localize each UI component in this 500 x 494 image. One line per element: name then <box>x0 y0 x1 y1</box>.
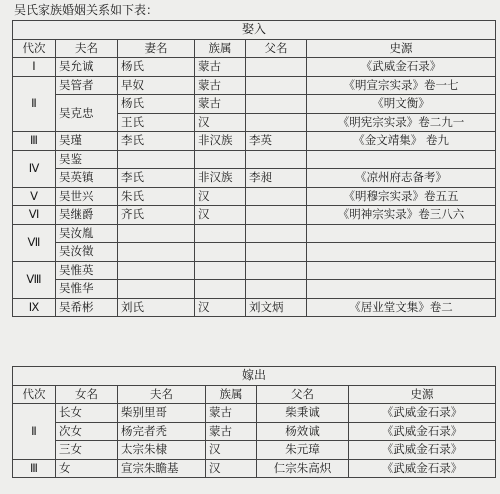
cell-source: 《明文衡》 <box>307 95 496 114</box>
cell-ethnicity <box>195 224 246 243</box>
cell-husband: 太宗朱棣 <box>118 441 206 460</box>
cell-husband: 吴惟华 <box>56 280 118 299</box>
cell-wife <box>118 224 195 243</box>
table-row <box>13 422 496 441</box>
cell-father: 李昶 <box>246 169 307 188</box>
cell-husband: 吴希彬 <box>56 298 118 317</box>
cell-source: 《居业堂文集》卷二 <box>307 298 496 317</box>
cell-father <box>246 206 307 225</box>
cell-ethnicity: 汉 <box>206 441 257 460</box>
header-cell: 妻名 <box>118 39 195 58</box>
section-title-row <box>13 367 496 386</box>
cell-daughter: 次女 <box>56 422 118 441</box>
cell-husband: 吴继爵 <box>56 206 118 225</box>
cell-husband: 吴英镇 <box>56 169 118 188</box>
cell-source: 《凉州府志备考》 <box>307 169 496 188</box>
cell-husband: 吴瑾 <box>56 132 118 151</box>
table-row <box>13 187 496 206</box>
header-cell: 女名 <box>56 385 118 404</box>
cell-husband: 宣宗朱瞻基 <box>118 459 206 478</box>
cell-father <box>246 224 307 243</box>
cell-source: 《金文靖集》 卷九 <box>307 132 496 151</box>
cell-wife: 齐氏 <box>118 206 195 225</box>
cell-gen: Ⅵ <box>13 206 56 225</box>
cell-source <box>307 150 496 169</box>
cell-father <box>246 150 307 169</box>
cell-father <box>246 280 307 299</box>
cell-husband: 吴汝徵 <box>56 243 118 262</box>
section-title: 嫁出 <box>13 367 496 386</box>
cell-source: 《武威金石录》 <box>349 459 496 478</box>
cell-husband: 柴别里哥 <box>118 404 206 423</box>
header-cell: 族属 <box>206 385 257 404</box>
header-cell: 族属 <box>195 39 246 58</box>
header-cell: 父名 <box>257 385 349 404</box>
cell-wife: 王氏 <box>118 113 195 132</box>
table-row <box>13 58 496 77</box>
cell-source: 《明宣宗实录》卷一七 <box>307 76 496 95</box>
cell-ethnicity: 蒙古 <box>206 404 257 423</box>
cell-father <box>246 58 307 77</box>
cell-source <box>307 261 496 280</box>
cell-wife: 杨氏 <box>118 58 195 77</box>
cell-husband: 杨完者秃 <box>118 422 206 441</box>
cell-ethnicity <box>195 150 246 169</box>
cell-source: 《明穆宗实录》卷五五 <box>307 187 496 206</box>
cell-gen: Ⅶ <box>13 224 56 261</box>
cell-gen: Ⅲ <box>13 459 56 478</box>
cell-gen: Ⅰ <box>13 58 56 77</box>
marry-in-table <box>12 20 496 317</box>
header-cell: 代次 <box>13 39 56 58</box>
cell-ethnicity: 汉 <box>195 298 246 317</box>
cell-father <box>246 187 307 206</box>
cell-father <box>246 95 307 114</box>
cell-father <box>246 113 307 132</box>
cell-daughter: 长女 <box>56 404 118 423</box>
cell-wife <box>118 243 195 262</box>
table-row <box>13 224 496 243</box>
cell-gen: Ⅷ <box>13 261 56 298</box>
cell-wife <box>118 280 195 299</box>
cell-ethnicity: 蒙古 <box>195 58 246 77</box>
cell-father <box>246 243 307 262</box>
cell-daughter: 三女 <box>56 441 118 460</box>
cell-father: 仁宗朱高炽 <box>257 459 349 478</box>
cell-source: 《武威金石录》 <box>349 441 496 460</box>
cell-ethnicity: 非汉族 <box>195 132 246 151</box>
cell-wife: 杨氏 <box>118 95 195 114</box>
header-cell: 夫名 <box>118 385 206 404</box>
section-title: 娶入 <box>13 21 496 40</box>
cell-husband: 吴克忠 <box>56 95 118 132</box>
table-row <box>13 298 496 317</box>
cell-source <box>307 280 496 299</box>
table-row <box>13 95 496 114</box>
cell-wife <box>118 261 195 280</box>
caption: 吴氏家族婚姻关系如下表： <box>14 3 159 17</box>
cell-father <box>246 76 307 95</box>
cell-father <box>246 261 307 280</box>
table-row <box>13 243 496 262</box>
table-row <box>13 261 496 280</box>
section-title-row <box>13 21 496 40</box>
cell-wife: 李氏 <box>118 132 195 151</box>
cell-ethnicity: 汉 <box>206 459 257 478</box>
cell-wife: 朱氏 <box>118 187 195 206</box>
cell-source <box>307 243 496 262</box>
cell-gen: Ⅱ <box>13 404 56 460</box>
header-cell: 代次 <box>13 385 56 404</box>
marry-out-table <box>12 366 496 478</box>
table-row <box>13 169 496 188</box>
cell-ethnicity: 汉 <box>195 206 246 225</box>
cell-father: 刘文炳 <box>246 298 307 317</box>
cell-husband: 吴允诚 <box>56 58 118 77</box>
cell-source: 《武威金石录》 <box>307 58 496 77</box>
cell-ethnicity <box>195 243 246 262</box>
cell-wife: 李氏 <box>118 169 195 188</box>
cell-ethnicity: 汉 <box>195 187 246 206</box>
header-cell: 父名 <box>246 39 307 58</box>
cell-father: 柴秉诚 <box>257 404 349 423</box>
cell-ethnicity: 蒙古 <box>206 422 257 441</box>
cell-source: 《武威金石录》 <box>349 404 496 423</box>
table-row <box>13 404 496 423</box>
cell-husband: 吴世兴 <box>56 187 118 206</box>
cell-father: 杨效诚 <box>257 422 349 441</box>
cell-husband: 吴惟英 <box>56 261 118 280</box>
cell-father: 朱元璋 <box>257 441 349 460</box>
cell-gen: Ⅴ <box>13 187 56 206</box>
table-row <box>13 150 496 169</box>
cell-wife: 刘氏 <box>118 298 195 317</box>
cell-father: 李英 <box>246 132 307 151</box>
cell-ethnicity: 蒙古 <box>195 76 246 95</box>
cell-wife: 早奴 <box>118 76 195 95</box>
cell-ethnicity <box>195 261 246 280</box>
table-row <box>13 132 496 151</box>
table-row <box>13 280 496 299</box>
header-cell: 夫名 <box>56 39 118 58</box>
cell-gen: Ⅸ <box>13 298 56 317</box>
cell-source: 《明宪宗实录》卷二九一 <box>307 113 496 132</box>
cell-wife <box>118 150 195 169</box>
cell-gen: Ⅳ <box>13 150 56 187</box>
cell-daughter: 女 <box>56 459 118 478</box>
cell-ethnicity: 蒙古 <box>195 95 246 114</box>
cell-ethnicity: 非汉族 <box>195 169 246 188</box>
cell-ethnicity: 汉 <box>195 113 246 132</box>
table-row <box>13 76 496 95</box>
cell-gen: Ⅱ <box>13 76 56 132</box>
cell-gen: Ⅲ <box>13 132 56 151</box>
cell-source <box>307 224 496 243</box>
header-row <box>13 385 496 404</box>
cell-source: 《明神宗实录》卷三八六 <box>307 206 496 225</box>
header-cell: 史源 <box>307 39 496 58</box>
header-cell: 史源 <box>349 385 496 404</box>
table-row <box>13 441 496 460</box>
table-row <box>13 206 496 225</box>
cell-husband: 吴鉴 <box>56 150 118 169</box>
header-row <box>13 39 496 58</box>
cell-husband: 吴管者 <box>56 76 118 95</box>
cell-ethnicity <box>195 280 246 299</box>
table-row <box>13 459 496 478</box>
cell-husband: 吴汝胤 <box>56 224 118 243</box>
cell-source: 《武威金石录》 <box>349 422 496 441</box>
